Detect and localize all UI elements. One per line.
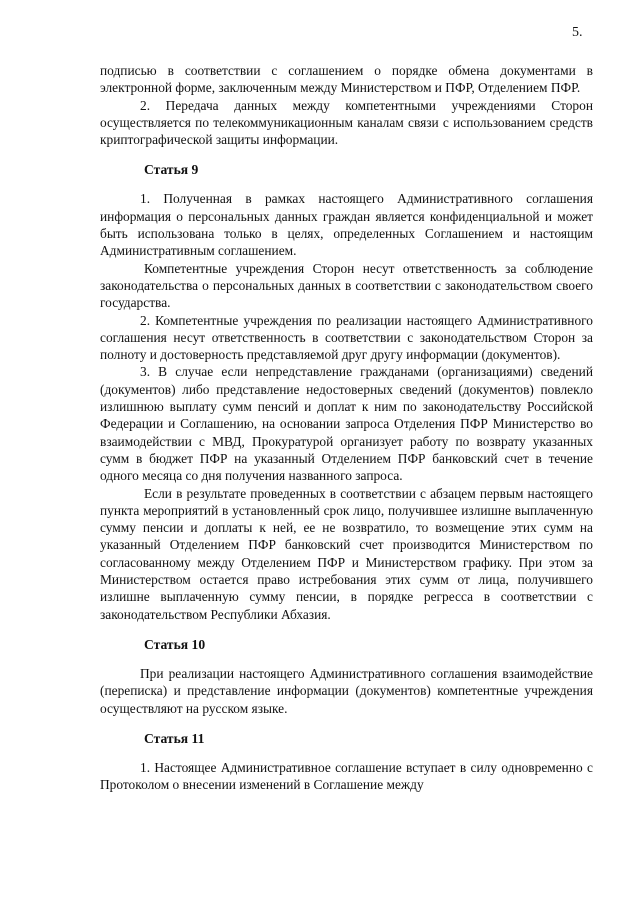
paragraph: 3. В случае если непредставление гражданами (организациями) сведений (документов) либо представление недостоверных сведений (документов) повлекло излишнюю выплату сумм пенсий и доплат к ним по законодательству Российской Федерации и Соглашению, на основании запроса Отделения ПФР Министерство во взаимодействии с МВД, Прокуратурой организует работу по возврату указанных сумм в бюджет ПФР на указанный Отделением ПФР банковский счет в течение одного месяца со дня получения названного запроса. bbox=[100, 364, 593, 484]
page-number: 5. bbox=[572, 25, 583, 40]
paragraph: 2. Передача данных между компетентными учреждениями Сторон осуществляется по телекоммуникационным каналам связи с использованием средств криптографической защиты информации. bbox=[100, 97, 593, 148]
document-body bbox=[100, 62, 593, 793]
paragraph: При реализации настоящего Административного соглашения взаимодействие (переписка) и представление информации (документов) компетентные учреждения осуществляют на русском языке. bbox=[100, 665, 593, 716]
paragraph: Компетентные учреждения Сторон несут ответственность за соблюдение законодательства о персональных данных в соответствии с законодательством своего государства. bbox=[100, 260, 593, 311]
paragraph: 1. Настоящее Административное соглашение вступает в силу одновременно с Протоколом о внесении изменений в Соглашение между bbox=[100, 759, 593, 793]
article-heading-11: Статья 11 bbox=[144, 730, 205, 746]
article-heading-10: Статья 10 bbox=[144, 636, 206, 652]
paragraph: 2. Компетентные учреждения по реализации настоящего Административного соглашения несут ответственность в соответствии с законодательством Сторон за полноту и достоверность представляемой друг другу информации (документов). bbox=[100, 312, 593, 363]
paragraph: подписью в соответствии с соглашением о порядке обмена документами в электронной форме, заключенным между Министерством и ПФР, Отделением ПФР. bbox=[100, 63, 593, 96]
paragraph: Если в результате проведенных в соответствии с абзацем первым настоящего пункта мероприятий в установленный срок лицо, получившее излишне выплаченную сумму пенсии и доплаты к ней, ее не возвратило, то возмещение этих сумм на указанный Отделением ПФР банковский счет производится Министерством по согласованному между Отделением ПФР и Министерством графику. При этом за Министерством остается право истребования этих сумм от лица, получившего излишне выплаченную сумму пенсии, в порядке регресса в соответствии с законодательством Республики Абхазия. bbox=[100, 485, 593, 622]
paragraph: 1. Полученная в рамках настоящего Административного соглашения информация о персональных данных граждан является конфиденциальной и может быть использована только в целях, определенных Соглашением и настоящим Административным соглашением. bbox=[100, 191, 593, 259]
article-heading-9: Статья 9 bbox=[144, 162, 199, 178]
